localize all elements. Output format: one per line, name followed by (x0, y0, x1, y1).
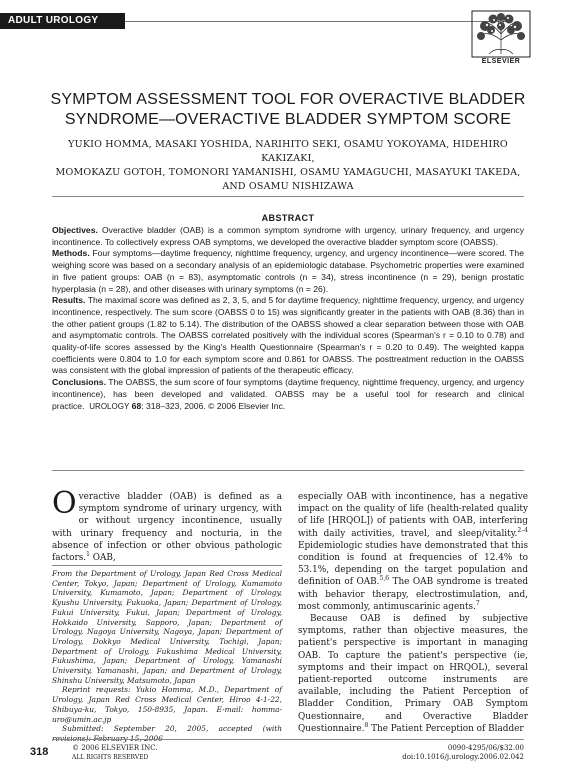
results-label: Results. (52, 295, 86, 306)
authors-line-1: YUKIO HOMMA, MASAKI YOSHIDA, NARIHITO SEKI, OSAMU YOKOYAMA, HIDEHIRO KAKIZAKI, (68, 139, 508, 164)
affiliations-block (52, 569, 282, 744)
objectives-text: Overactive bladder (OAB) is a common symptom syndrome with urgency, urinary frequency, and urgency incontinence. To collectively express OAB symptoms, we developed the overactive bladder symptom score (OABSS). (52, 225, 524, 247)
citation-volume: 68 (131, 400, 142, 411)
body-column-right (298, 491, 528, 735)
methods-text: Four symptoms—daytime frequency, nighttime frequency, urgency, and urgency incontinence—were scored. The weighing score was based on a secondary analysis of an epidemiologic database. Psychometric properties were examined in five patient groups: OAB (n = 83), asymptomatic controls (n = 34), stress incontinence (n = 29), benign prostatic hyperplasia (n = 28), and other diseases with urinary symptoms (n = 26). (52, 248, 524, 294)
article-title (40, 90, 536, 130)
authors-line-2: MOMOKAZU GOTOH, TOMONORI YAMANISHI, OSAMU YAMAGUCHI, MASAYUKI TAKEDA, (55, 167, 521, 178)
methods-label: Methods. (52, 248, 90, 259)
right-p2-text-a: Because OAB is defined by subjective symptoms, rather than objective measures, the patient's perspective is important in managing OAB. To capture the patient's perspective (ie, symptoms and their impact on HRQOL), several patient-reported outcome instruments are available, including the Patient Perception of Bladder Condition, Primary OAB Symptom Questionnaire, and Overactive Bladder Questionnaire. (298, 614, 528, 734)
publisher-logo-text: ELSEVIER (481, 58, 521, 65)
right-p1-text-b: Epidemiologic studies have demonstrated that this condition is found at frequencies of 12.4% to 53.1%, depending on the target population and definition of OAB. (298, 540, 528, 588)
right-p1-text-c: The OAB syndrome is treated with behavior therapy, electrostimulation, and, most commonly, antimuscarinic agents. (298, 577, 529, 612)
citation-journal: UROLOGY (89, 401, 130, 411)
abstract-methods (52, 248, 524, 295)
conclusions-label: Conclusions. (52, 377, 106, 388)
intro-text: veractive bladder (OAB) is defined as a symptom syndrome of urinary urgency, with or without urgency incontinence, usually with urinary frequency and nocturia, in the absence of infection or other obvious pathologic factors. (52, 492, 282, 564)
ref-marker: 5,6 (379, 575, 390, 583)
intro-tail: OAB, (89, 553, 116, 564)
results-text: The maximal score was defined as 2, 3, 5, and 5 for daytime frequency, nighttime frequency, urgency, and urgency incontinence, respectively. The sum score (OABSS 0 to 15) was significantly greater in the patients with OAB (8.36) than in the other patient groups (1.82 to 5.14). The distribution of the OABSS showed a clear separation between those with OAB and asymptomatic controls. The OABSS correlated positively with the individual scores (Spearman's r = 0.10 to 0.78) and quality-of-life scores assessed by the King's Health Questionnaire (Spearman's r = 0.20 to 0.49). The weighted kappa coefficients were 0.804 to 1.0 for each symptom score and 0.861 for OABSS. The posttreatment reduction in the OABSS was consistent with the global impression of patients of the therapeutic efficacy. (52, 295, 524, 376)
body-column-left (52, 486, 282, 564)
abstract-body (52, 225, 524, 412)
submission-dates: Submitted: September 20, 2005, accepted (with (62, 724, 282, 734)
section-rule (125, 21, 510, 22)
intro-paragraph (52, 486, 282, 564)
right-paragraph-1 (298, 491, 528, 613)
reprint-requests: Reprint requests: Yukio Homma, M.D., Department of Urology, Japan Red Cross Medical Center, Hiroo 4-1-22, Shibuya-ku, Tokyo, 150-8935, Japan. E-mail: homma-uro@umin.ac.jp (52, 685, 282, 724)
copyright-notice (72, 744, 158, 762)
title-line-1: SYMPTOM ASSESSMENT TOOL FOR OVERACTIVE BLADDER (50, 91, 526, 108)
affiliation-rule (52, 565, 282, 566)
authors-line-3: AND OSAMU NISHIZAWA (222, 181, 354, 192)
ref-marker: 2–4 (517, 526, 528, 534)
right-p2-text-b: The Patient Perception of Bladder (368, 723, 524, 734)
drop-cap: O (52, 486, 77, 521)
copyright-line-1: © 2006 ELSEVIER INC. (72, 744, 158, 752)
abstract-objectives (52, 225, 524, 248)
page-number: 318 (30, 746, 49, 758)
elsevier-tree-logo (471, 10, 531, 64)
footer-rule (52, 739, 524, 740)
affiliations-text: From the Department of Urology, Japan Red Cross Medical Center, Tokyo, Japan; Department of Urology, Kumamoto University, Kumamoto, Japan; Department of Urology, Kyushu University, Fukuoka, Japan; Department of Urology, Fukui University, Fukui, Japan; Department of Urology, Hokkaido University, Sapporo, Japan; Department of Urology, Nagoya University, Nagoya, Japan; Department of Urology, Dokkyo Medical University, Tochigi, Japan; Department of Urology, Fukushima Medical University, Fukushima, Japan; Department of Urology, Yamanashi University, Yamanashi, Japan; and Department of Urology, Shinshu University, Matsumoto, Japan (52, 569, 282, 685)
abstract-heading: ABSTRACT (261, 213, 315, 223)
citation-rest: : 318–323, 2006. © 2006 Elsevier Inc. (141, 400, 286, 411)
author-list (40, 138, 536, 194)
ref-marker: 8 (364, 721, 369, 729)
right-p1-text-a: especially OAB with incontinence, has a negative impact on the quality of life (health-related quality of life [HRQOL]) of patients with OAB, interfering with daily activities, travel, and sleep/vitality. (298, 492, 528, 539)
issn-doi (360, 744, 524, 762)
issn: 0090-4295/06/$32.00 (447, 744, 524, 752)
right-paragraph-2 (298, 613, 528, 735)
ref-marker: 1 (86, 551, 90, 559)
abstract-bottom-rule (52, 470, 524, 471)
conclusions-text: The OABSS, the sum score of four symptoms (daytime frequency, nighttime frequency, urgency, and urgency incontinence), has been developed and validated. OABSS may be a useful tool for research and clinical practice. (52, 377, 524, 411)
abstract-results (52, 295, 524, 377)
title-line-2: SYNDROME—OVERACTIVE BLADDER SYMPTOM SCORE (64, 111, 512, 128)
abstract-top-rule (52, 196, 524, 197)
objectives-label: Objectives. (52, 225, 98, 235)
section-label: ADULT UROLOGY (0, 13, 125, 29)
doi: doi:10.1016/j.urology.2006.02.042 (402, 753, 524, 761)
copyright-line-2: ALL RIGHTS RESERVED (72, 754, 149, 761)
ref-marker: 7 (475, 599, 480, 607)
abstract-conclusions (52, 377, 524, 412)
